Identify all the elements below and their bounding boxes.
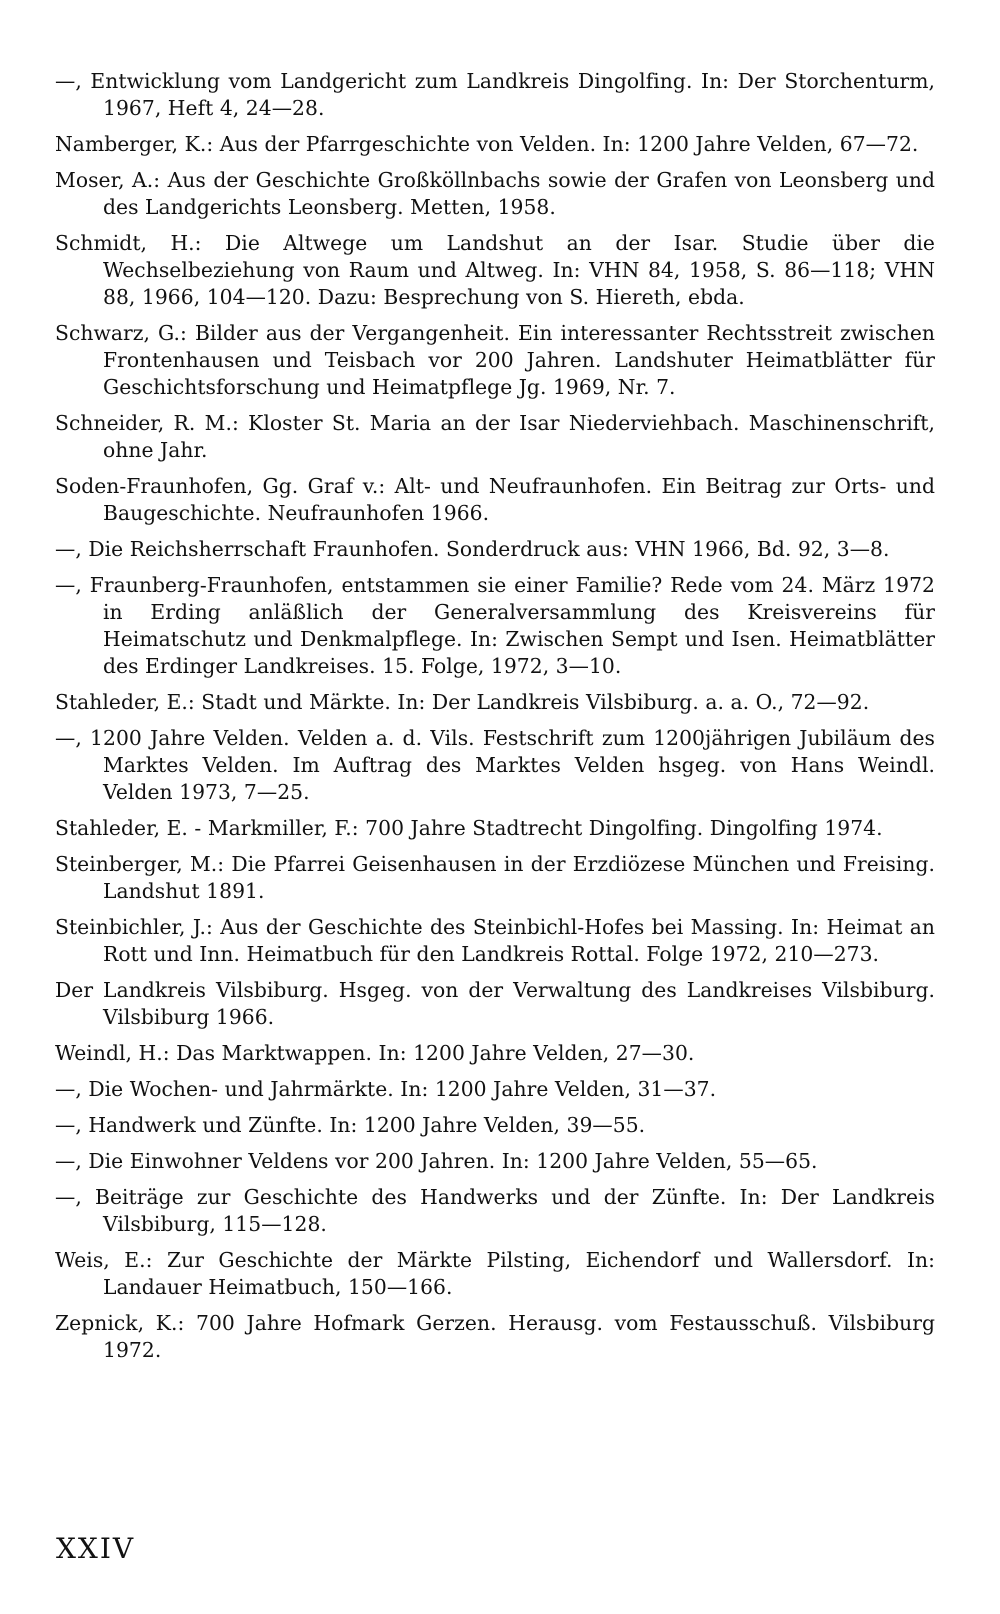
- bibliography-entry: Zepnick, K.: 700 Jahre Hofmark Gerzen. Herausg. vom Festausschuß. Vilsbiburg 1972.: [55, 1311, 935, 1362]
- bibliography-entry: —, Die Einwohner Veldens vor 200 Jahren. In: 1200 Jahre Velden, 55—65.: [55, 1149, 818, 1173]
- bibliography-entry: —, Fraunberg-Fraunhofen, entstammen sie einer Familie? Rede vom 24. März 1972 in Erding anläßlich der Generalversammlung des Kreisvereins für Heimatschutz und Denkmalpflege. In: Zwischen Sempt und Isen. Heimatblätter des Erdinger Landkreises. 15. Folge, 1972, 3—10.: [55, 573, 935, 678]
- bibliography-entry: Schmidt, H.: Die Altwege um Landshut an der Isar. Studie über die Wechselbeziehung von Raum und Altweg. In: VHN 84, 1958, S. 86—118; VHN 88, 1966, 104—120. Dazu: Besprechung von S. Hiereth, ebda.: [55, 231, 935, 309]
- bibliography-list: [55, 68, 935, 1373]
- bibliography-entry: Steinbichler, J.: Aus der Geschichte des Steinbichl-Hofes bei Massing. In: Heimat an Rott und Inn. Heimatbuch für den Landkreis Rottal. Folge 1972, 210—273.: [55, 915, 935, 966]
- bibliography-entry: —, Die Wochen- und Jahrmärkte. In: 1200 Jahre Velden, 31—37.: [55, 1077, 717, 1101]
- bibliography-entry: Stahleder, E.: Stadt und Märkte. In: Der Landkreis Vilsbiburg. a. a. O., 72—92.: [55, 690, 870, 714]
- bibliography-entry: Moser, A.: Aus der Geschichte Großköllnbachs sowie der Grafen von Leonsberg und des Landgerichts Leonsberg. Metten, 1958.: [55, 168, 935, 219]
- bibliography-entry: Steinberger, M.: Die Pfarrei Geisenhausen in der Erzdiözese München und Freising. Landshut 1891.: [55, 852, 935, 903]
- bibliography-entry: Schwarz, G.: Bilder aus der Vergangenheit. Ein interessanter Rechtsstreit zwischen Frontenhausen und Teisbach vor 200 Jahren. Landshuter Heimatblätter für Geschichtsforschung und Heimatpflege Jg. 1969, Nr. 7.: [55, 321, 935, 399]
- bibliography-entry: Schneider, R. M.: Kloster St. Maria an der Isar Niederviehbach. Maschinenschrift, ohne Jahr.: [55, 411, 935, 462]
- bibliography-entry: —, Die Reichsherrschaft Fraunhofen. Sonderdruck aus: VHN 1966, Bd. 92, 3—8.: [55, 537, 890, 561]
- bibliography-entry: —, Beiträge zur Geschichte des Handwerks und der Zünfte. In: Der Landkreis Vilsbiburg, 115—128.: [55, 1185, 935, 1236]
- bibliography-entry: —, Handwerk und Zünfte. In: 1200 Jahre Velden, 39—55.: [55, 1113, 646, 1137]
- bibliography-entry: Weindl, H.: Das Marktwappen. In: 1200 Jahre Velden, 27—30.: [55, 1041, 695, 1065]
- bibliography-entry: —, Entwicklung vom Landgericht zum Landkreis Dingolfing. In: Der Storchenturm, 1967, Heft 4, 24—28.: [55, 69, 935, 120]
- bibliography-entry: Namberger, K.: Aus der Pfarrgeschichte von Velden. In: 1200 Jahre Velden, 67—72.: [55, 132, 919, 156]
- bibliography-entry: Soden-Fraunhofen, Gg. Graf v.: Alt- und Neufraunhofen. Ein Beitrag zur Orts- und Baugeschichte. Neufraunhofen 1966.: [55, 474, 935, 525]
- bibliography-entry: Weis, E.: Zur Geschichte der Märkte Pilsting, Eichendorf und Wallersdorf. In: Landauer Heimatbuch, 150—166.: [55, 1248, 935, 1299]
- page-number: XXIV: [56, 1532, 136, 1565]
- bibliography-entry: Stahleder, E. - Markmiller, F.: 700 Jahre Stadtrecht Dingolfing. Dingolfing 1974.: [55, 816, 883, 840]
- bibliography-entry: —, 1200 Jahre Velden. Velden a. d. Vils. Festschrift zum 1200jährigen Jubiläum des Marktes Velden. Im Auftrag des Marktes Velden hsgeg. von Hans Weindl. Velden 1973, 7—25.: [55, 726, 935, 804]
- bibliography-entry: Der Landkreis Vilsbiburg. Hsgeg. von der Verwaltung des Landkreises Vilsbiburg. Vilsbiburg 1966.: [55, 978, 935, 1029]
